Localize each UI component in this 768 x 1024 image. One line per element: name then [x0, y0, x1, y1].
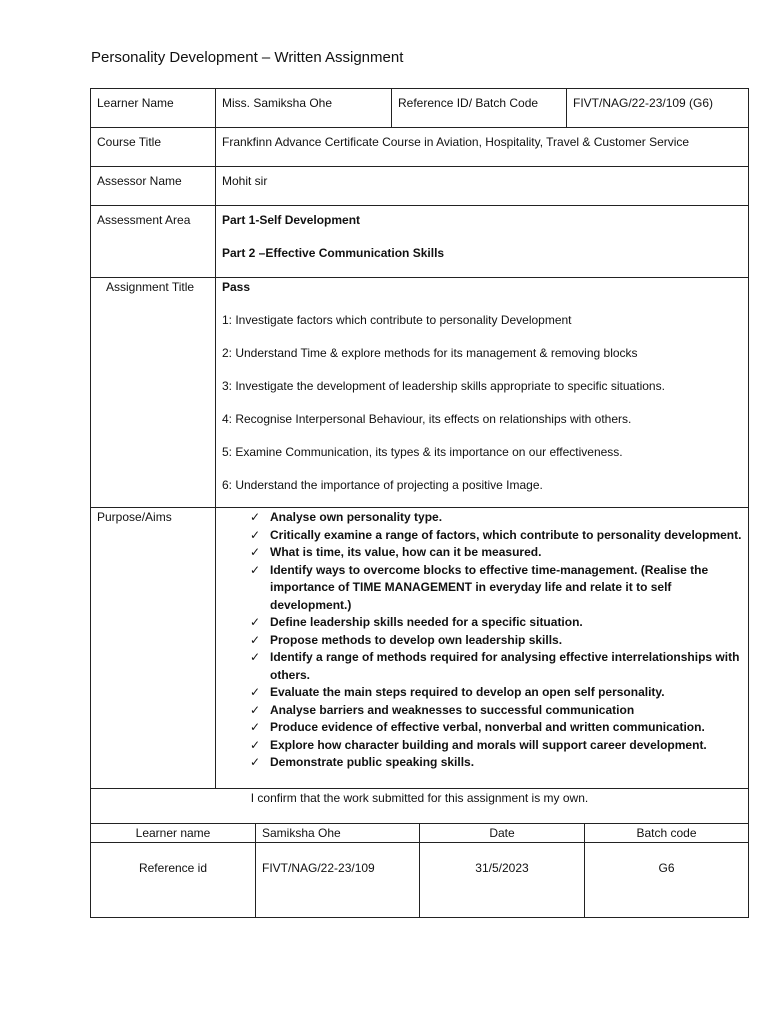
table-row-course — [91, 128, 749, 167]
learner-name-label: Learner name — [135, 826, 211, 840]
course-title-label: Course Title — [91, 128, 216, 167]
batch-code-value: G6 — [658, 861, 675, 875]
course-title-value: Frankfinn Advance Certificate Course in Aviation, Hospitality, Travel & Customer Service — [216, 128, 749, 167]
date-cell — [420, 824, 585, 918]
aim-text: Analyse barriers and weaknesses to successful communication — [270, 702, 635, 717]
checkmark-icon: ✓ — [250, 755, 261, 769]
page-title: Personality Development – Written Assignment — [91, 49, 404, 66]
checkmark-icon: ✓ — [250, 720, 261, 734]
assignment-details-table — [90, 88, 749, 843]
aim-text: What is time, its value, how can it be measured. — [270, 545, 542, 559]
purpose-value — [216, 508, 749, 789]
learner-name-value: Miss. Samiksha Ohe — [216, 89, 392, 128]
aim-item — [250, 702, 742, 720]
reference-value: FIVT/NAG/22-23/109 (G6) — [567, 89, 749, 128]
confirmation-text: I confirm that the work submitted for this assignment is my own. — [91, 789, 749, 843]
reference-id-label: Reference id — [138, 861, 208, 875]
checkmark-icon: ✓ — [250, 615, 261, 629]
assignment-item: 4: Recognise Interpersonal Behaviour, its effects on relationships with others. — [222, 412, 632, 426]
aim-item — [250, 754, 742, 772]
checkmark-icon: ✓ — [250, 527, 261, 542]
aim-text: Produce evidence of effective verbal, nonverbal and written communication. — [270, 720, 705, 734]
aim-item — [250, 632, 742, 650]
assignment-title-value — [216, 278, 749, 508]
assessor-label: Assessor Name — [91, 167, 216, 206]
table-row-assignment-title — [91, 278, 749, 508]
checkmark-icon: ✓ — [250, 737, 261, 752]
assignment-title-label: Assignment Title — [91, 278, 216, 508]
assessment-area-label: Assessment Area — [91, 206, 216, 278]
aim-text: Identify a range of methods required for analysing effective interrelationships with others. — [270, 650, 740, 682]
assignment-item: 3: Investigate the development of leadership skills appropriate to specific situations. — [222, 379, 665, 393]
aim-text: Identify ways to overcome blocks to effective time-management. (Realise the importance of TIME MANAGEMENT in everyday life and relate it to self development.) — [270, 562, 709, 612]
table-row-learner — [91, 89, 749, 128]
checkmark-icon: ✓ — [250, 545, 261, 559]
aim-text: Evaluate the main steps required to develop an open self personality. — [270, 685, 665, 699]
aim-item — [250, 509, 742, 527]
signoff-values-cell — [256, 824, 420, 918]
learner-name-label: Learner Name — [91, 89, 216, 128]
checkmark-icon: ✓ — [250, 685, 261, 699]
assignment-pass: Pass — [222, 280, 251, 294]
aim-item — [250, 649, 742, 684]
date-value: 31/5/2023 — [475, 861, 529, 875]
aim-item — [250, 684, 742, 702]
aim-item — [250, 544, 742, 562]
table-row-signoff — [91, 824, 749, 918]
reference-id-value: FIVT/NAG/22-23/109 — [262, 861, 375, 875]
aim-item — [250, 737, 742, 755]
checkmark-icon: ✓ — [250, 562, 261, 577]
aim-text: Propose methods to develop own leadership skills. — [270, 632, 563, 647]
date-label: Date — [489, 826, 515, 840]
assessment-area-part-2: Part 2 –Effective Communication Skills — [222, 246, 445, 260]
checkmark-icon: ✓ — [250, 632, 261, 647]
aims-list — [222, 509, 742, 772]
purpose-label: Purpose/Aims — [91, 508, 216, 789]
assessor-value: Mohit sir — [216, 167, 749, 206]
assignment-item: 2: Understand Time & explore methods for its management & removing blocks — [222, 346, 638, 360]
aim-text: Analyse own personality type. — [270, 510, 443, 524]
assignment-item: 5: Examine Communication, its types & its importance on our effectiveness. — [222, 445, 623, 459]
table-row-assessor — [91, 167, 749, 206]
aim-text: Critically examine a range of factors, which contribute to personality development. — [270, 527, 742, 542]
assessment-area-part-1: Part 1-Self Development — [222, 213, 361, 227]
batch-code-label: Batch code — [636, 826, 697, 840]
checkmark-icon: ✓ — [250, 650, 261, 664]
reference-label: Reference ID/ Batch Code — [392, 89, 567, 128]
aim-item — [250, 614, 742, 632]
aim-text: Demonstrate public speaking skills. — [270, 755, 475, 769]
aim-item — [250, 719, 742, 737]
table-row-purpose — [91, 508, 749, 789]
aim-item — [250, 562, 742, 615]
aim-text: Explore how character building and morals will support career development. — [270, 737, 707, 752]
assignment-item: 6: Understand the importance of projecting a positive Image. — [222, 478, 543, 492]
learner-name-value: Samiksha Ohe — [262, 826, 341, 840]
signoff-table — [90, 823, 749, 918]
checkmark-icon: ✓ — [250, 510, 261, 524]
assignment-item: 1: Investigate factors which contribute to personality Development — [222, 313, 572, 327]
assessment-area-value — [216, 206, 749, 278]
table-row-assessment-area — [91, 206, 749, 278]
signoff-labels-cell — [91, 824, 256, 918]
checkmark-icon: ✓ — [250, 702, 261, 717]
aim-text: Define leadership skills needed for a specific situation. — [270, 615, 583, 629]
aim-item — [250, 527, 742, 545]
batch-code-cell — [585, 824, 749, 918]
